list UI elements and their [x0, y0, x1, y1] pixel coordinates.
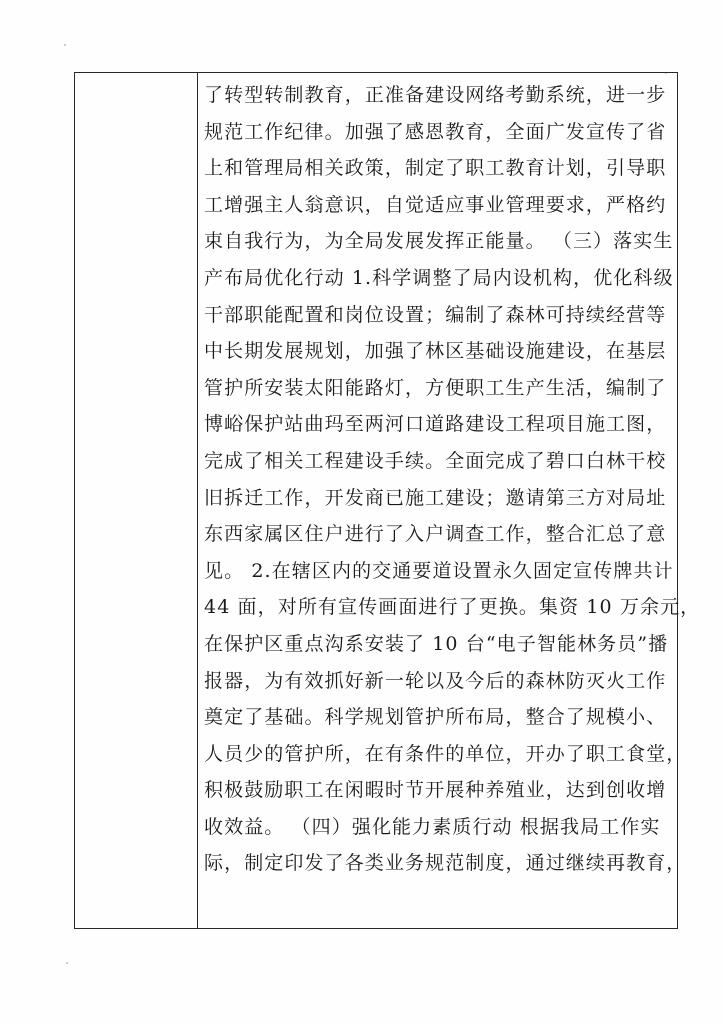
text-line: 中长期发展规划，加强了林区基础设施建设，在基层	[204, 340, 667, 363]
text-line: 了转型转制教育，正准备建设网络考勤系统，进一步	[204, 84, 667, 106]
text-line: 工增强主人翁意识，自觉适应事业管理要求，严格约	[204, 193, 667, 216]
form-table	[74, 72, 701, 929]
text-line: 际，制定印发了各类业务规范制度，通过继续再教育，	[204, 852, 687, 875]
text-line: 人员少的管护所，在有条件的单位，开办了职工食堂，	[204, 742, 687, 765]
text-line: 44 面，对所有宣传画面进行了更换。集资 10 万余元，	[204, 596, 701, 619]
text-line: 收效益。 （四）强化能力素质行动 根据我局工作实	[204, 815, 661, 838]
text-line: 报器，为有效抓好新一轮以及今后的森林防灭火工作	[204, 669, 667, 692]
text-line: 规范工作纪律。加强了感恩教育，全面广发宣传了省	[204, 120, 667, 143]
text-line: 博峪保护站曲玛至两河口道路建设工程项目施工图，	[204, 413, 667, 436]
text-line: 在保护区重点沟系安装了 10 台“电子智能林务员”播	[204, 632, 669, 655]
text-line: 束自我行为，为全局发展发挥正能量。 （三）落实生	[204, 230, 674, 253]
text-line: 上和管理局相关政策，制定了职工教育计划，引导职	[204, 157, 667, 180]
text-line: 产布局优化行动 1.科学调整了局内设机构，优化科级	[204, 266, 674, 289]
text-line: 管护所安装太阳能路灯，方便职工生产生活，编制了	[204, 376, 667, 399]
scan-speck	[66, 962, 68, 964]
scan-speck	[64, 44, 66, 46]
text-line: 积极鼓励职工在闲暇时节开展种养殖业，达到创收增	[204, 779, 667, 802]
text-line: 奠定了基础。科学规划管护所布局，整合了规模小、	[204, 706, 667, 729]
text-line: 干部职能配置和岗位设置；编制了森林可持续经营等	[204, 303, 667, 326]
table-content-cell	[198, 73, 701, 928]
text-line: 旧拆迁工作，开发商已施工建设；邀请第三方对局址	[204, 486, 667, 509]
text-line: 完成了相关工程建设手续。全面完成了碧口白林干校	[204, 449, 667, 472]
text-line: 东西家属区住户进行了入户调查工作，整合汇总了意	[204, 523, 667, 546]
text-line: 见。 2.在辖区内的交通要道设置永久固定宣传牌共计	[204, 559, 674, 582]
table-label-cell	[75, 73, 198, 928]
